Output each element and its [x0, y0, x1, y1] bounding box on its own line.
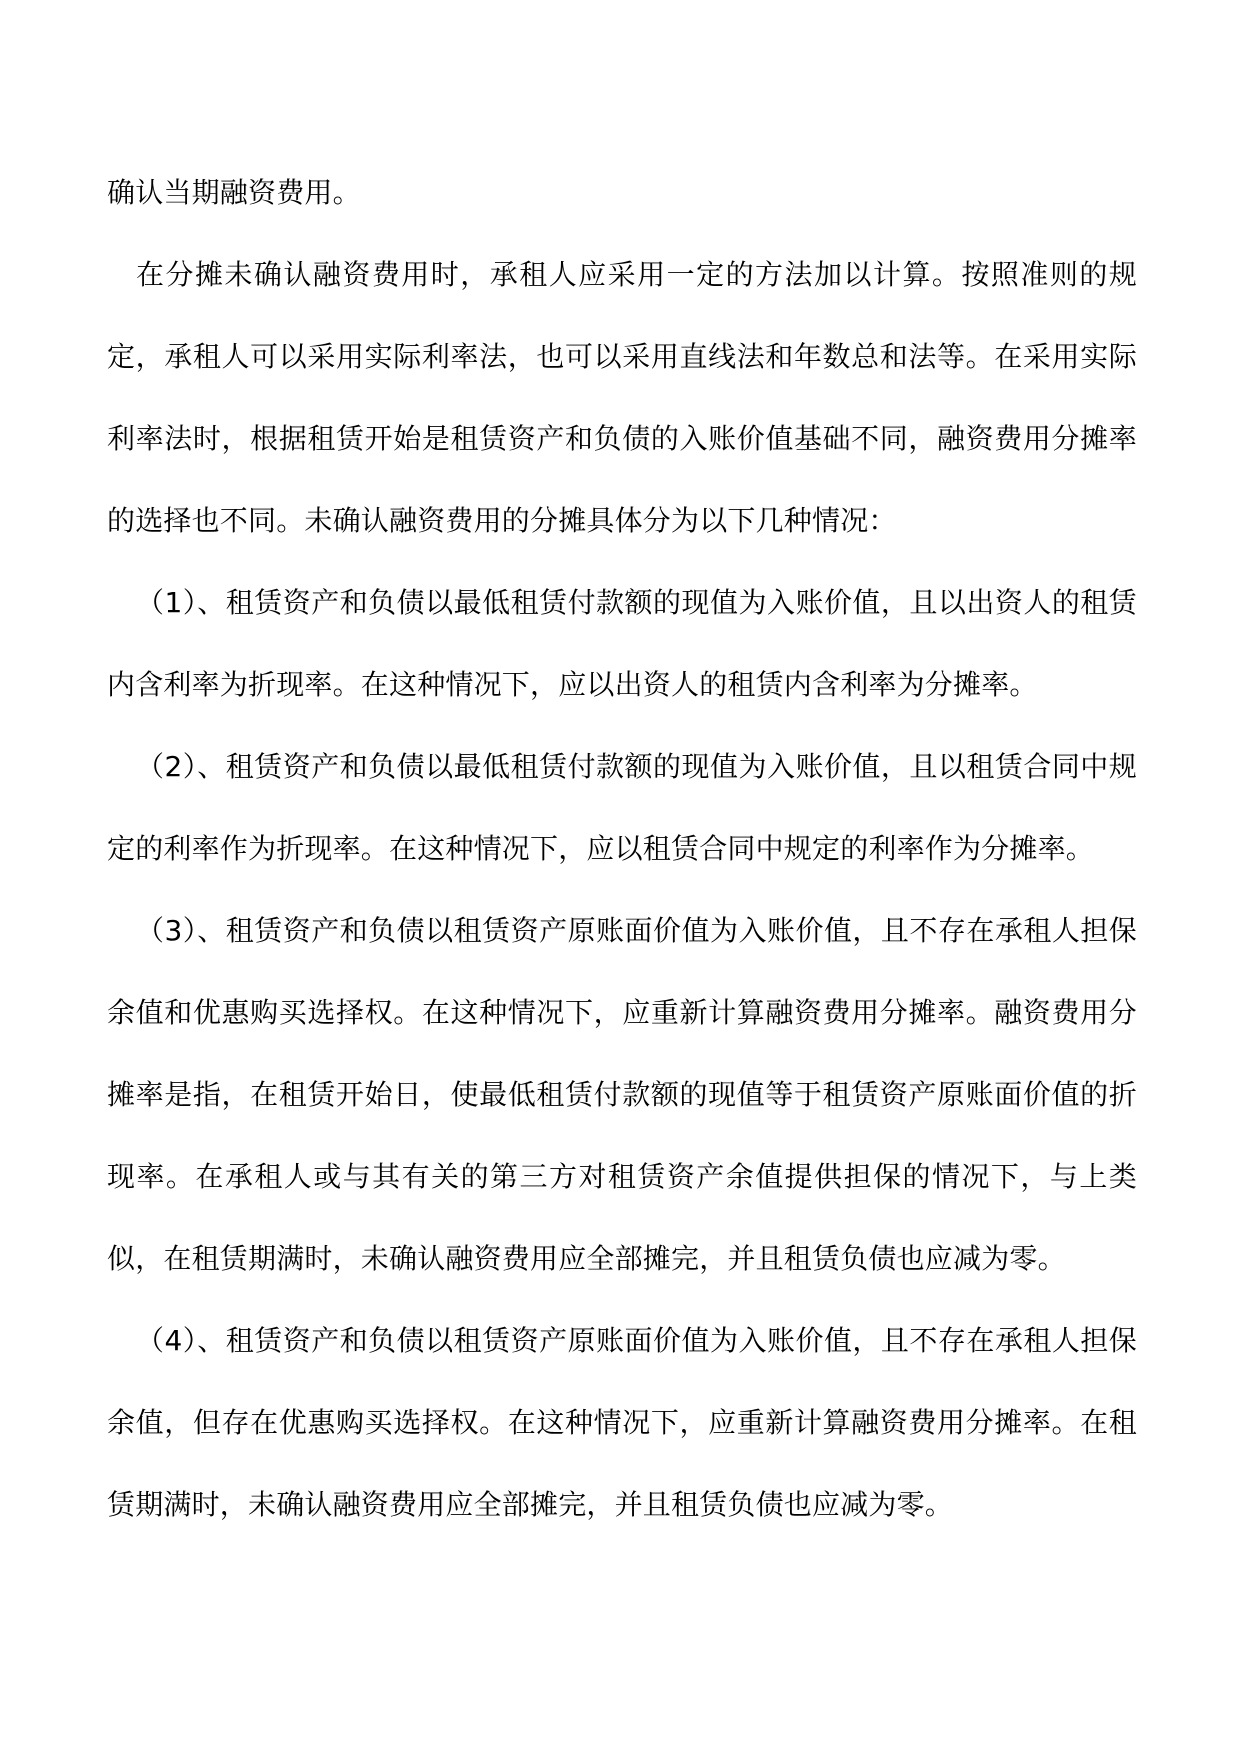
- paragraph-continuation: 确认当期融资费用。: [107, 176, 361, 209]
- paragraph-allocation-method: 在分摊未确认融资费用时，承租人应采用一定的方法加以计算。按照准则的规定，承租人可以采用实际利率法，也可以采用直线法和年数总和法等。在采用实际利率法时，根据租赁开始是租赁资产和负债的入账价值基础不同，融资费用分摊率的选择也不同。未确认融资费用的分摊具体分为以下几种情况：: [107, 258, 1137, 537]
- paragraph-case-1: （1）、租赁资产和负债以最低租赁付款额的现值为入账价值，且以出资人的租赁内含利率为折现率。在这种情况下，应以出资人的租赁内含利率为分摊率。: [107, 586, 1137, 701]
- paragraph-case-3: （3）、租赁资产和负债以租赁资产原账面价值为入账价值，且不存在承租人担保余值和优惠购买选择权。在这种情况下，应重新计算融资费用分摊率。融资费用分摊率是指，在租赁开始日，使最低租赁付款额的现值等于租赁资产原账面价值的折现率。在承租人或与其有关的第三方对租赁资产余值提供担保的情况下，与上类似，在租赁期满时，未确认融资费用应全部摊完，并且租赁负债也应减为零。: [107, 914, 1137, 1275]
- paragraph-case-4: （4）、租赁资产和负债以租赁资产原账面价值为入账价值，且不存在承租人担保余值，但存在优惠购买选择权。在这种情况下，应重新计算融资费用分摊率。在租赁期满时，未确认融资费用应全部摊完，并且租赁负债也应减为零。: [107, 1324, 1137, 1521]
- document-body: [107, 152, 1137, 1546]
- paragraph-case-2: （2）、租赁资产和负债以最低租赁付款额的现值为入账价值，且以租赁合同中规定的利率作为折现率。在这种情况下，应以租赁合同中规定的利率作为分摊率。: [107, 750, 1137, 865]
